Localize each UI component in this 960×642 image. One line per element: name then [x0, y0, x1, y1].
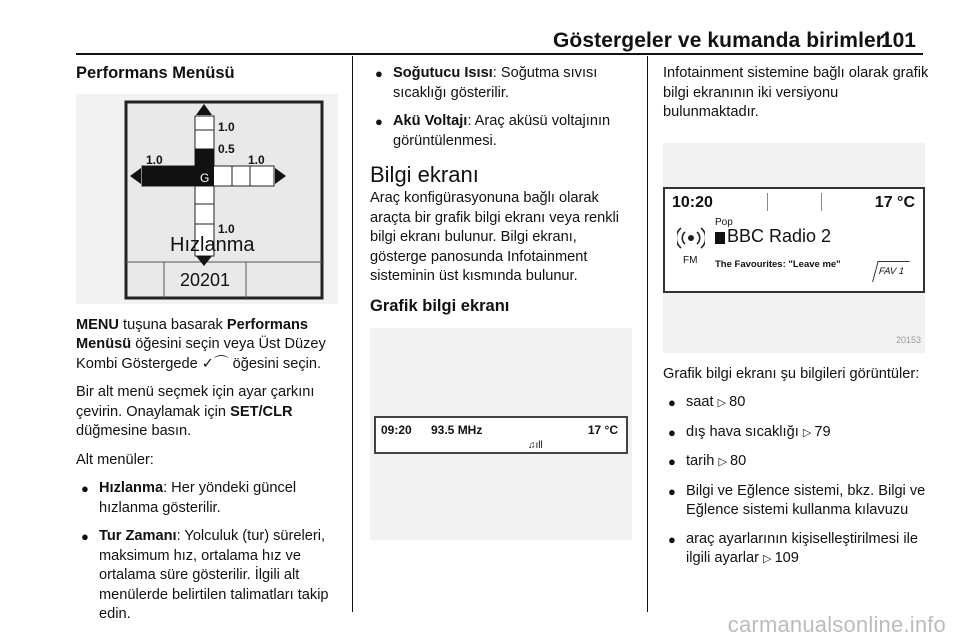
section-heading-info-display: Bilgi ekranı	[370, 162, 479, 187]
subheading-graphic-display: Grafik bilgi ekranı	[370, 296, 510, 315]
display-time: 09:20	[381, 423, 412, 437]
header-title: Göstergeler ve kumanda birimleri	[553, 29, 890, 52]
display-info-list	[663, 393, 935, 570]
column-divider-1	[352, 56, 353, 612]
g-label-bottom: 1.0	[218, 221, 235, 236]
display-station: BBC Radio 2	[727, 225, 832, 246]
list-item: ● Tur Zamanı: Yolculuk (tur) süreleri, maksimum hız, ortalama hız ve ortalama süre gösterilir. İlgili alt menülerde belirtilen talimatları takip edin.	[76, 527, 346, 625]
page-reference-link[interactable]: ▷ 80	[718, 394, 746, 410]
footer-watermark: carmanualsonline.info	[727, 612, 946, 637]
display-frequency: 93.5 MHz	[431, 423, 483, 437]
display-track: The Favourites: "Leave me"	[715, 258, 841, 270]
column-divider-2	[647, 56, 648, 612]
page-reference-link[interactable]: ▷ 79	[803, 424, 831, 440]
menu-paragraph: MENU tuşuna basarak Performans Menüsü öğesini seçin veya Üst Düzey Kombi Göstergede ✓⌒ öğesini seçin.	[76, 316, 326, 372]
info-display-paragraph: Araç konfigürasyonuna bağlı olarak araçta bir grafik bilgi ekranı veya renkli bilgi ekranı bulunur. Bilgi ekranı, gösterge panosunda Infotainment sisteminin üst kısmında bulunur.	[370, 190, 620, 284]
color-display-figure	[663, 143, 925, 353]
display-temperature: 17 °C	[587, 423, 618, 437]
submenus-label: Alt menüler:	[76, 451, 154, 468]
check-wave-icon: ✓⌒	[201, 355, 229, 372]
column-1	[76, 64, 346, 634]
g-figure-title: Hızlanma	[170, 233, 255, 256]
g-label-left: 1.0	[146, 152, 163, 167]
header-rule	[76, 53, 923, 55]
submenu-list	[76, 479, 346, 625]
g-label-right: 1.0	[248, 152, 265, 167]
list-item: ● Akü Voltajı: Araç aküsü voltajının görüntülenmesi.	[370, 112, 634, 151]
list-item: ● dış hava sıcaklığı ▷ 79	[663, 423, 935, 444]
submenu-list-continued	[370, 64, 634, 151]
g-figure-code: 20201	[180, 269, 231, 290]
display-temperature: 17 °C	[874, 193, 915, 211]
radio-broadcast-icon	[677, 225, 705, 251]
g-label-center: G	[200, 170, 210, 185]
display-separator	[767, 193, 768, 211]
list-item: ● Bilgi ve Eğlence sistemi, bkz. Bilgi ve Eğlence sistemi kullanma kılavuzu	[663, 482, 935, 521]
figure-code: 20153	[895, 335, 921, 345]
preset-number-icon	[715, 232, 725, 244]
display-separator	[821, 193, 822, 211]
display-info-paragraph: Grafik bilgi ekranı şu bilgileri görüntüler:	[663, 365, 920, 382]
display-band: FM	[683, 254, 698, 266]
section-heading-performance: Performans Menüsü	[76, 64, 235, 82]
list-item: ● araç ayarlarının kişiselleştirilmesi ile ilgili ayarlar ▷ 109	[663, 530, 935, 570]
display-panel	[374, 416, 628, 454]
display-favourite: FAV 1	[872, 261, 910, 282]
g-label-top-1: 1.0	[218, 119, 235, 134]
page-reference-link[interactable]: ▷ 80	[718, 453, 746, 469]
display-time: 10:20	[672, 193, 713, 211]
display-category: Pop	[715, 216, 733, 228]
column-3	[663, 64, 935, 579]
g-label-top-05: 0.5	[218, 141, 235, 156]
list-item: ● Hızlanma: Her yöndeki güncel hızlanma gösterilir.	[76, 479, 346, 518]
list-item: ● saat ▷ 80	[663, 393, 935, 414]
g-force-figure	[76, 94, 338, 304]
column-2	[370, 64, 634, 540]
versions-paragraph: Infotainment sistemine bağlı olarak grafik bilgi ekranının iki versiyonu bulunmaktadır.	[663, 65, 929, 120]
list-item: ● Soğutucu Isısı: Soğutma sıvısı sıcaklığı gösterilir.	[370, 64, 634, 103]
display-panel	[663, 187, 925, 293]
page-number: 101	[880, 29, 916, 52]
page-reference-link[interactable]: ▷ 109	[763, 550, 799, 566]
list-item: ● tarih ▷ 80	[663, 452, 935, 473]
graphic-display-figure	[370, 328, 632, 540]
music-signal-icon: ♫ıll	[528, 440, 543, 451]
submenu-paragraph: Bir alt menü seçmek için ayar çarkını çevirin. Onaylamak için SET/CLR düğmesine basın.	[76, 384, 315, 439]
